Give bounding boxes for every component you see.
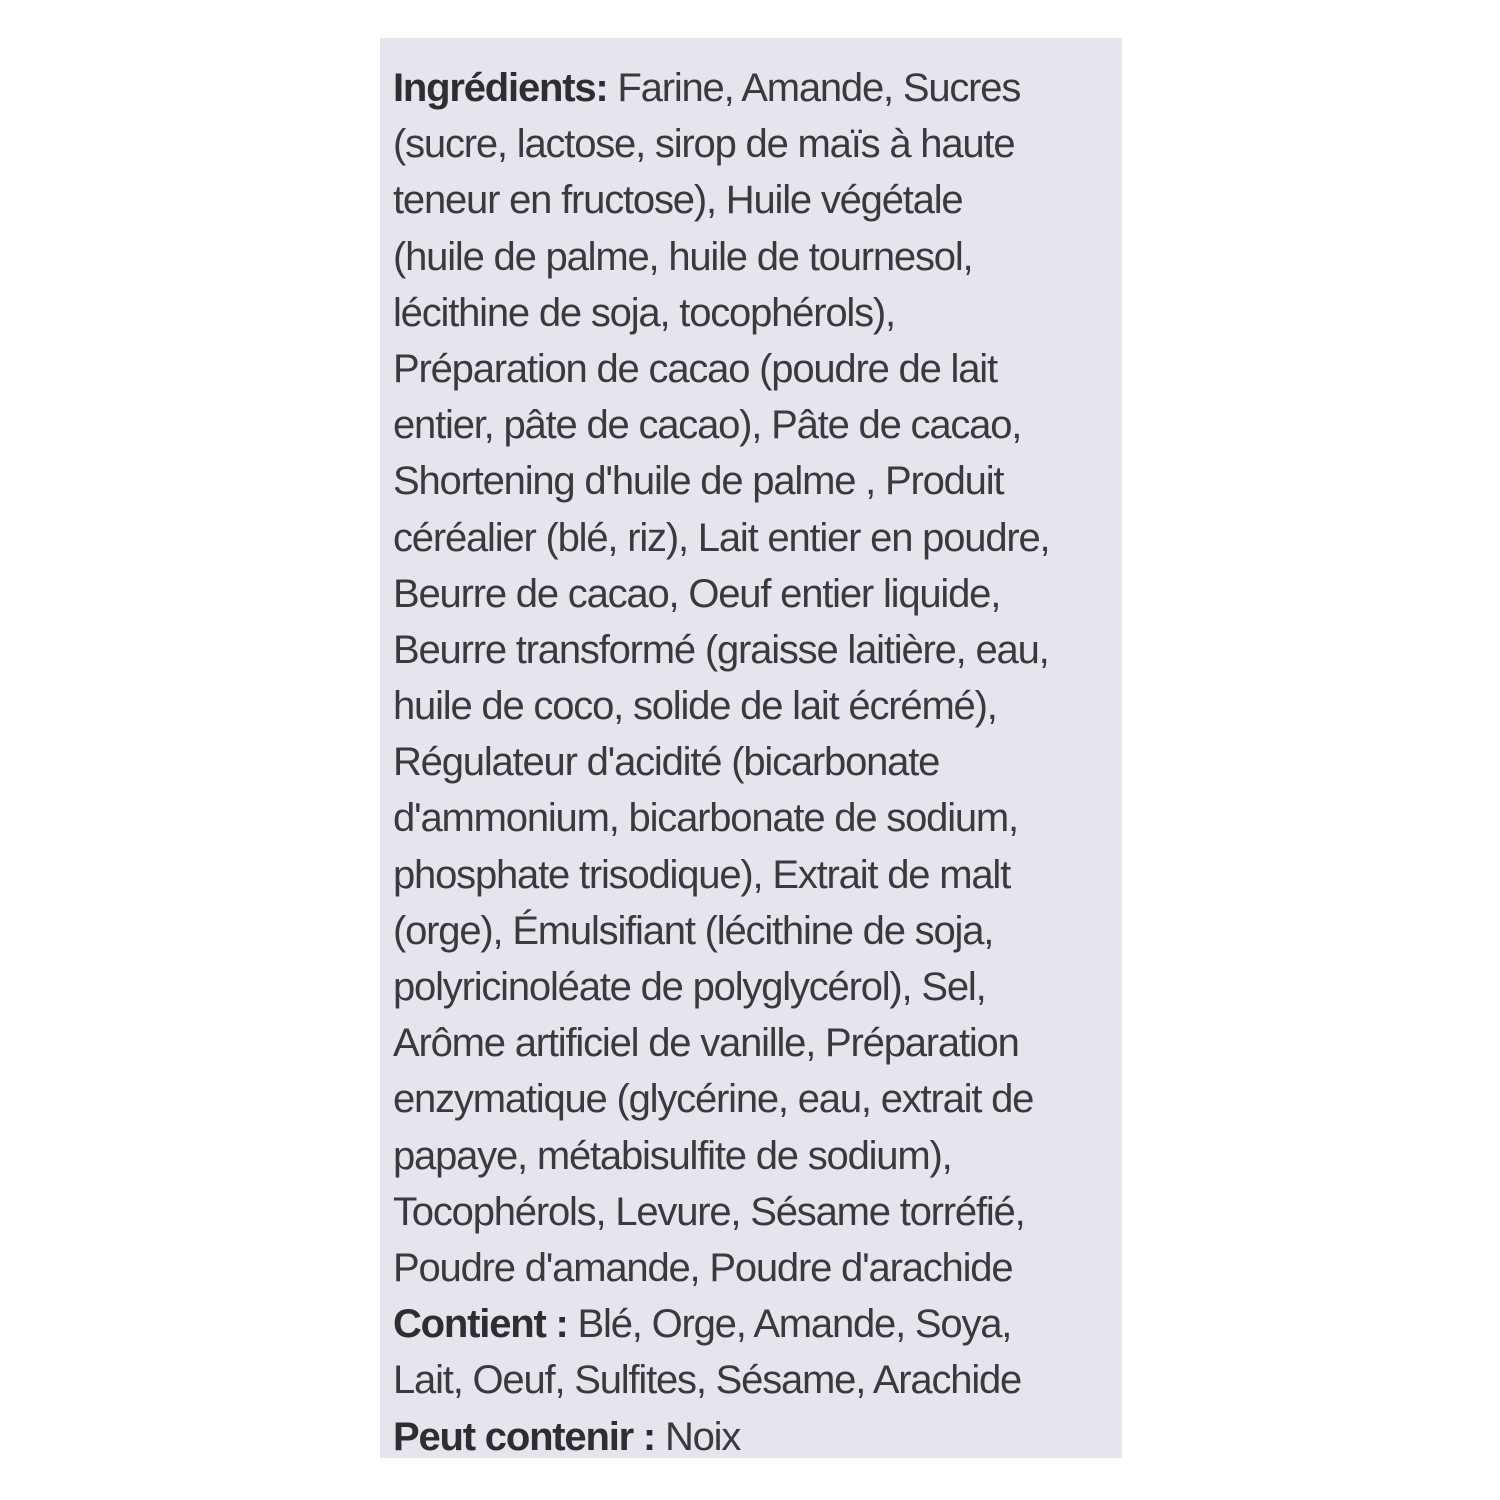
ingredients-line: enzymatique (glycérine, eau, extrait de (393, 1077, 1034, 1122)
contains-line: Lait, Oeuf, Sulfites, Sésame, Arachide (393, 1358, 1022, 1403)
ingredients-line: Shortening d'huile de palme , Produit (393, 459, 1004, 504)
ingredients-line: Préparation de cacao (poudre de lait (393, 346, 997, 391)
contains-line: Contient : Blé, Orge, Amande, Soya, (393, 1302, 1012, 1347)
ingredients-line: teneur en fructose), Huile végétale (393, 178, 963, 223)
ingredients-line: d'ammonium, bicarbonate de sodium, (393, 796, 1018, 841)
ingredients-text-block (393, 60, 1049, 1465)
ingredients-line: Tocophérols, Levure, Sésame torréfié, (393, 1189, 1025, 1234)
ingredients-heading: Ingrédients: (393, 66, 608, 110)
contains-heading: Contient : (393, 1302, 568, 1347)
ingredients-line: (sucre, lactose, sirop de maïs à haute (393, 122, 1015, 167)
ingredients-line: céréalier (blé, riz), Lait entier en poudre, (393, 515, 1050, 560)
ingredients-line: Régulateur d'acidité (bicarbonate (393, 740, 940, 785)
ingredients-line: huile de coco, solide de lait écrémé), (393, 684, 997, 729)
may-contain-heading: Peut contenir : (393, 1414, 656, 1459)
ingredients-line: phosphate trisodique), Extrait de malt (393, 852, 1010, 897)
ingredients-line: lécithine de soja, tocophérols), (393, 290, 895, 335)
ingredients-line: Beurre transformé (graisse laitière, eau, (393, 627, 1049, 672)
ingredients-line: Beurre de cacao, Oeuf entier liquide, (393, 571, 1001, 616)
ingredients-line: (orge), Émulsifiant (lécithine de soja, (393, 908, 994, 953)
ingredients-line: Arôme artificiel de vanille, Préparation (393, 1021, 1019, 1066)
ingredients-line: Ingrédients: Farine, Amande, Sucres (393, 66, 1021, 110)
ingredients-label-panel (380, 38, 1122, 1458)
ingredients-line: (huile de palme, huile de tournesol, (393, 234, 973, 279)
ingredients-line: entier, pâte de cacao), Pâte de cacao, (393, 403, 1022, 448)
ingredients-line: Poudre d'amande, Poudre d'arachide (393, 1245, 1013, 1290)
may-contain-line: Peut contenir : Noix (393, 1414, 741, 1459)
ingredients-line: polyricinoléate de polyglycérol), Sel, (393, 965, 986, 1009)
ingredients-line: papaye, métabisulfite de sodium), (393, 1133, 952, 1178)
